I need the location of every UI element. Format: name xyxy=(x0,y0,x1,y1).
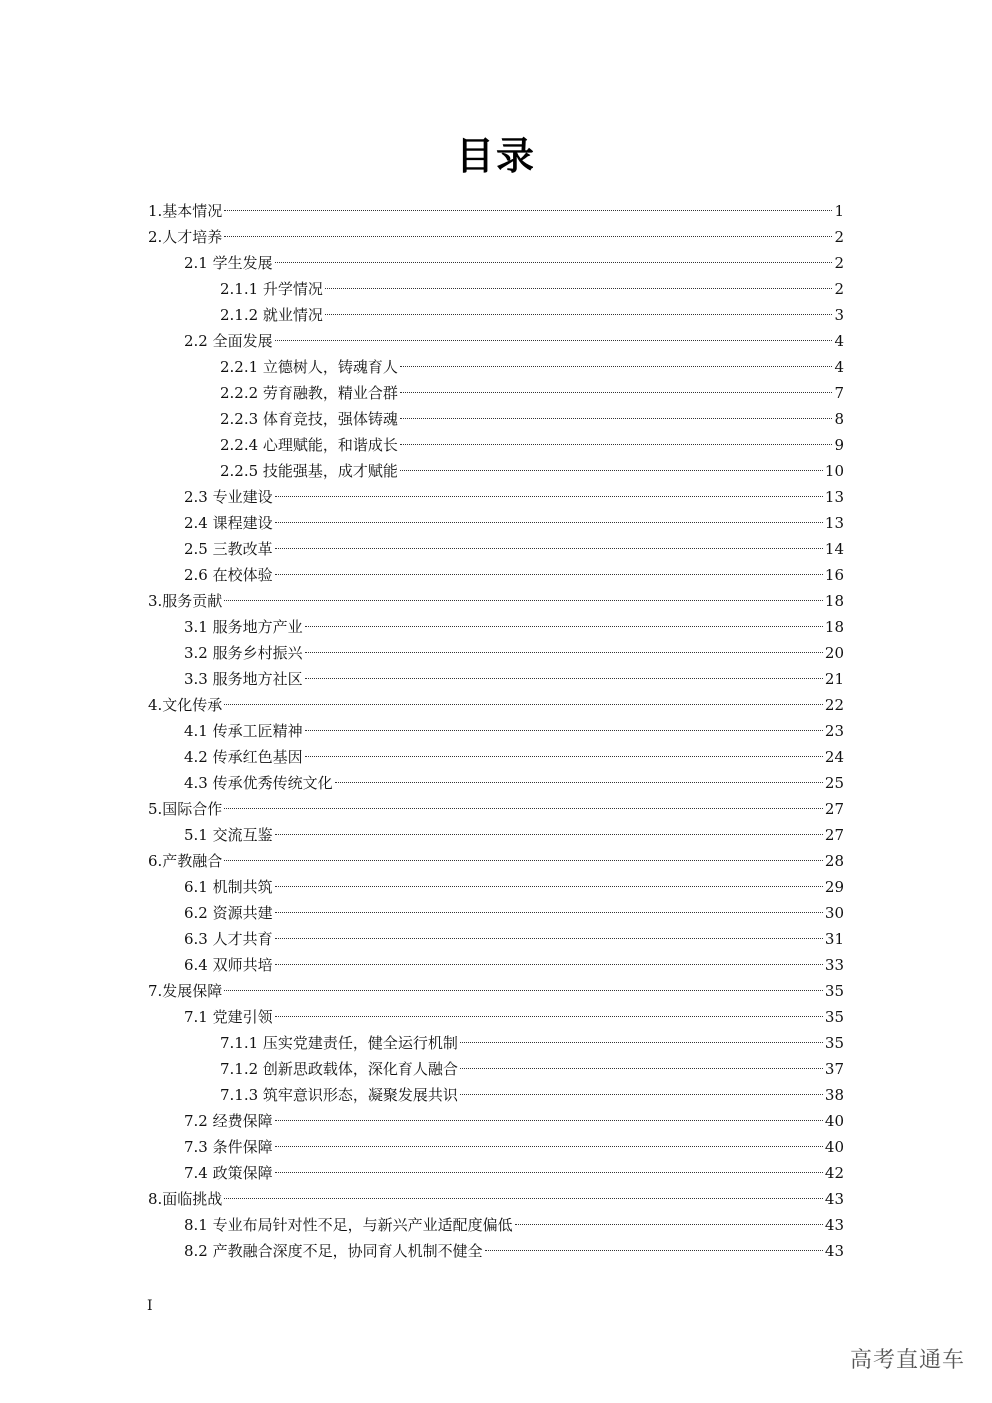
dot-leader xyxy=(400,444,833,445)
dot-leader xyxy=(275,496,823,497)
dot-leader xyxy=(224,704,823,705)
toc-entry-page-number: 43 xyxy=(824,1242,844,1260)
toc-entry-title: 7.3 条件保障 xyxy=(184,1138,273,1156)
dot-leader xyxy=(275,548,823,549)
dot-leader xyxy=(275,574,823,575)
dot-leader xyxy=(335,782,823,783)
toc-entry-page-number: 16 xyxy=(824,566,844,584)
toc-entry-page-number: 21 xyxy=(824,670,844,688)
toc-entry-page-number: 27 xyxy=(824,826,844,844)
dot-leader xyxy=(275,340,833,341)
toc-entry[interactable] xyxy=(148,666,844,692)
toc-entry-page-number: 7 xyxy=(834,384,844,402)
toc-entry-page-number: 30 xyxy=(824,904,844,922)
toc-entry[interactable] xyxy=(148,302,844,328)
toc-entry[interactable] xyxy=(148,380,844,406)
dot-leader xyxy=(224,990,823,991)
dot-leader xyxy=(460,1042,823,1043)
toc-entry-title: 8.1 专业布局针对性不足，与新兴产业适配度偏低 xyxy=(184,1216,513,1234)
toc-entry-page-number: 2 xyxy=(834,280,844,298)
toc-entry-page-number: 35 xyxy=(824,1034,844,1052)
toc-entry-title: 3.1 服务地方产业 xyxy=(184,618,303,636)
toc-entry[interactable] xyxy=(148,692,844,718)
toc-entry-page-number: 31 xyxy=(824,930,844,948)
toc-entry-page-number: 29 xyxy=(824,878,844,896)
table-of-contents xyxy=(148,198,844,1264)
toc-entry-title: 7.1.2 创新思政载体，深化育人融合 xyxy=(220,1060,458,1078)
toc-entry-title: 6.2 资源共建 xyxy=(184,904,273,922)
toc-entry-title: 2.3 专业建设 xyxy=(184,488,273,506)
toc-entry-page-number: 13 xyxy=(824,488,844,506)
toc-entry-page-number: 2 xyxy=(834,254,844,272)
toc-entry-title: 2.4 课程建设 xyxy=(184,514,273,532)
toc-entry[interactable] xyxy=(148,1082,844,1108)
dot-leader xyxy=(305,626,823,627)
toc-entry-title: 8.2 产教融合深度不足，协同育人机制不健全 xyxy=(184,1242,483,1260)
toc-entry-title: 2.2.5 技能强基，成才赋能 xyxy=(220,462,398,480)
toc-entry-page-number: 1 xyxy=(834,202,844,220)
toc-entry[interactable] xyxy=(148,1160,844,1186)
dot-leader xyxy=(275,834,823,835)
toc-entry[interactable] xyxy=(148,406,844,432)
toc-entry-page-number: 43 xyxy=(824,1190,844,1208)
toc-entry-page-number: 40 xyxy=(824,1138,844,1156)
toc-entry-title: 2.1 学生发展 xyxy=(184,254,273,272)
toc-entry-page-number: 20 xyxy=(824,644,844,662)
toc-entry-title: 2.1.1 升学情况 xyxy=(220,280,323,298)
dot-leader xyxy=(224,860,823,861)
dot-leader xyxy=(275,1016,823,1017)
toc-entry[interactable] xyxy=(148,250,844,276)
toc-entry-page-number: 13 xyxy=(824,514,844,532)
toc-entry[interactable] xyxy=(148,224,844,250)
dot-leader xyxy=(325,314,833,315)
dot-leader xyxy=(325,288,833,289)
toc-entry[interactable] xyxy=(148,1134,844,1160)
toc-entry-page-number: 25 xyxy=(824,774,844,792)
toc-entry[interactable] xyxy=(148,874,844,900)
toc-entry-title: 8.面临挑战 xyxy=(148,1190,223,1208)
toc-entry[interactable] xyxy=(148,822,844,848)
toc-entry-page-number: 35 xyxy=(824,982,844,1000)
toc-entry-title: 2.人才培养 xyxy=(148,228,223,246)
toc-entry-page-number: 8 xyxy=(834,410,844,428)
toc-entry-title: 6.3 人才共育 xyxy=(184,930,273,948)
toc-entry-title: 7.4 政策保障 xyxy=(184,1164,273,1182)
dot-leader xyxy=(224,236,832,237)
toc-entry-title: 7.1.1 压实党建责任，健全运行机制 xyxy=(220,1034,458,1052)
toc-entry-page-number: 4 xyxy=(834,332,844,350)
toc-entry-page-number: 37 xyxy=(824,1060,844,1078)
toc-entry-title: 4.3 传承优秀传统文化 xyxy=(184,774,333,792)
toc-entry[interactable] xyxy=(148,848,844,874)
toc-entry-title: 2.2.3 体育竞技，强体铸魂 xyxy=(220,410,398,428)
toc-entry-title: 6.产教融合 xyxy=(148,852,223,870)
toc-entry-title: 6.1 机制共筑 xyxy=(184,878,273,896)
toc-entry[interactable] xyxy=(148,354,844,380)
toc-entry-title: 2.2 全面发展 xyxy=(184,332,273,350)
toc-entry-page-number: 27 xyxy=(824,800,844,818)
toc-entry[interactable] xyxy=(148,952,844,978)
toc-entry-page-number: 9 xyxy=(834,436,844,454)
toc-entry[interactable] xyxy=(148,588,844,614)
toc-entry[interactable] xyxy=(148,1056,844,1082)
toc-entry-page-number: 2 xyxy=(834,228,844,246)
dot-leader xyxy=(460,1094,823,1095)
toc-entry-title: 7.发展保障 xyxy=(148,982,223,1000)
toc-entry[interactable] xyxy=(148,614,844,640)
toc-entry[interactable] xyxy=(148,1108,844,1134)
toc-entry[interactable] xyxy=(148,458,844,484)
toc-entry[interactable] xyxy=(148,796,844,822)
toc-entry-title: 2.2.2 劳育融教，精业合群 xyxy=(220,384,398,402)
toc-entry[interactable] xyxy=(148,926,844,952)
toc-entry[interactable] xyxy=(148,1030,844,1056)
dot-leader xyxy=(305,678,823,679)
dot-leader xyxy=(485,1250,823,1251)
toc-entry[interactable] xyxy=(148,770,844,796)
toc-entry[interactable] xyxy=(148,276,844,302)
toc-entry-title: 2.2.4 心理赋能，和谐成长 xyxy=(220,436,398,454)
dot-leader xyxy=(305,756,823,757)
toc-entry[interactable] xyxy=(148,640,844,666)
toc-entry-page-number: 40 xyxy=(824,1112,844,1130)
dot-leader xyxy=(275,912,823,913)
toc-entry-title: 2.5 三教改革 xyxy=(184,540,273,558)
toc-entry-page-number: 24 xyxy=(824,748,844,766)
toc-entry-page-number: 4 xyxy=(834,358,844,376)
toc-entry-title: 2.1.2 就业情况 xyxy=(220,306,323,324)
toc-entry[interactable] xyxy=(148,328,844,354)
toc-entry[interactable] xyxy=(148,978,844,1004)
toc-entry-page-number: 33 xyxy=(824,956,844,974)
toc-entry-page-number: 22 xyxy=(824,696,844,714)
toc-entry-page-number: 23 xyxy=(824,722,844,740)
dot-leader xyxy=(224,600,823,601)
toc-entry-page-number: 35 xyxy=(824,1008,844,1026)
toc-entry-title: 2.2.1 立德树人，铸魂育人 xyxy=(220,358,398,376)
toc-entry-page-number: 38 xyxy=(824,1086,844,1104)
toc-entry[interactable] xyxy=(148,198,844,224)
toc-entry-page-number: 42 xyxy=(824,1164,844,1182)
toc-entry-page-number: 18 xyxy=(824,592,844,610)
toc-entry-page-number: 43 xyxy=(824,1216,844,1234)
toc-entry-title: 7.1 党建引领 xyxy=(184,1008,273,1026)
dot-leader xyxy=(224,808,823,809)
toc-entry[interactable] xyxy=(148,900,844,926)
toc-entry-page-number: 18 xyxy=(824,618,844,636)
toc-entry[interactable] xyxy=(148,1212,844,1238)
watermark: 高考直通车 xyxy=(850,1348,966,1373)
dot-leader xyxy=(275,262,833,263)
toc-entry-title: 4.2 传承红色基因 xyxy=(184,748,303,766)
toc-entry[interactable] xyxy=(148,1004,844,1030)
toc-entry[interactable] xyxy=(148,718,844,744)
dot-leader xyxy=(400,366,833,367)
dot-leader xyxy=(275,1146,823,1147)
dot-leader xyxy=(224,1198,823,1199)
toc-entry-title: 5.国际合作 xyxy=(148,800,223,818)
toc-entry-title: 6.4 双师共培 xyxy=(184,956,273,974)
toc-entry-page-number: 10 xyxy=(824,462,844,480)
toc-entry[interactable] xyxy=(148,484,844,510)
toc-entry-title: 4.文化传承 xyxy=(148,696,223,714)
toc-entry[interactable] xyxy=(148,1238,844,1264)
toc-entry-title: 3.2 服务乡村振兴 xyxy=(184,644,303,662)
toc-entry-page-number: 3 xyxy=(834,306,844,324)
dot-leader xyxy=(305,730,823,731)
dot-leader xyxy=(515,1224,823,1225)
dot-leader xyxy=(275,964,823,965)
dot-leader xyxy=(275,938,823,939)
page-number: I xyxy=(147,1298,153,1314)
dot-leader xyxy=(400,470,823,471)
dot-leader xyxy=(400,392,833,393)
dot-leader xyxy=(275,886,823,887)
toc-entry[interactable] xyxy=(148,510,844,536)
dot-leader xyxy=(275,1172,823,1173)
toc-entry-page-number: 28 xyxy=(824,852,844,870)
dot-leader xyxy=(224,210,832,211)
toc-entry-title: 3.服务贡献 xyxy=(148,592,223,610)
page-title: 目录 xyxy=(455,134,536,178)
dot-leader xyxy=(305,652,823,653)
dot-leader xyxy=(400,418,833,419)
toc-entry-title: 4.1 传承工匠精神 xyxy=(184,722,303,740)
toc-entry[interactable] xyxy=(148,744,844,770)
toc-entry-title: 1.基本情况 xyxy=(148,202,223,220)
dot-leader xyxy=(275,1120,823,1121)
toc-entry[interactable] xyxy=(148,432,844,458)
dot-leader xyxy=(275,522,823,523)
toc-entry[interactable] xyxy=(148,536,844,562)
toc-entry-title: 7.1.3 筑牢意识形态，凝聚发展共识 xyxy=(220,1086,458,1104)
toc-entry-title: 5.1 交流互鉴 xyxy=(184,826,273,844)
toc-entry-title: 7.2 经费保障 xyxy=(184,1112,273,1130)
toc-entry-page-number: 14 xyxy=(824,540,844,558)
toc-entry-title: 2.6 在校体验 xyxy=(184,566,273,584)
dot-leader xyxy=(460,1068,823,1069)
toc-entry-title: 3.3 服务地方社区 xyxy=(184,670,303,688)
toc-entry[interactable] xyxy=(148,1186,844,1212)
toc-entry[interactable] xyxy=(148,562,844,588)
